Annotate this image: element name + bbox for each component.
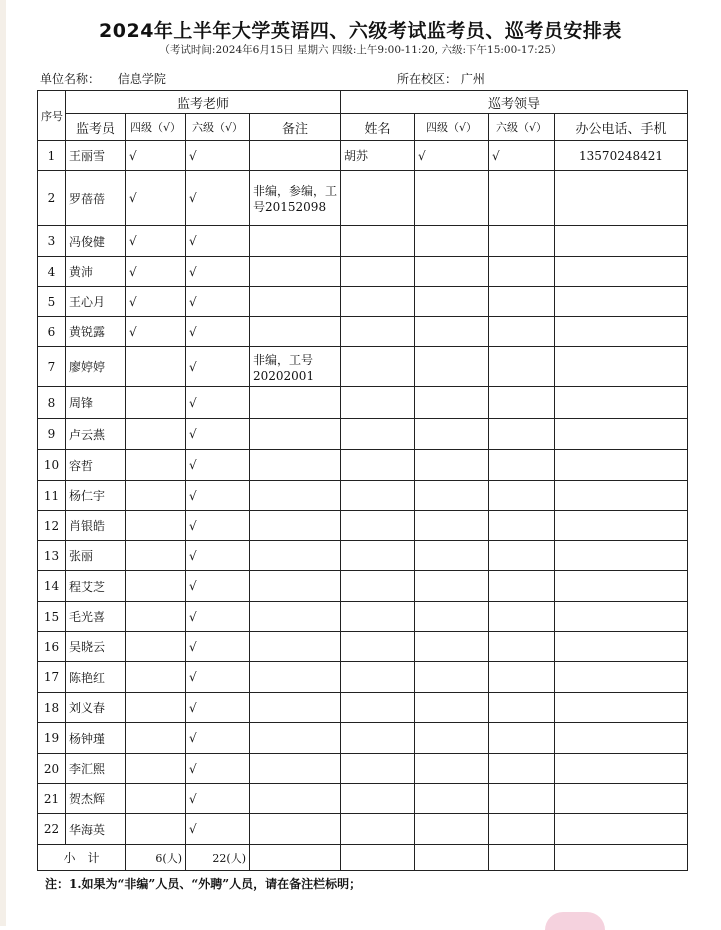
- proctor-name: 杨仁宇: [66, 481, 126, 511]
- cet4-check: [126, 814, 186, 845]
- cet6-check: √: [186, 450, 250, 481]
- patrol-phone: [555, 754, 688, 784]
- patrol-name: [341, 481, 415, 511]
- table-row: [38, 257, 688, 287]
- patrol-cet6-check: [489, 632, 555, 662]
- cet4-check: [126, 347, 186, 387]
- cet4-check: [126, 511, 186, 541]
- patrol-name: [341, 257, 415, 287]
- row-number: 14: [38, 571, 66, 602]
- cet6-check: √: [186, 226, 250, 257]
- remark-cell: 非编，工号20202001: [250, 347, 341, 387]
- remark-cell: [250, 511, 341, 541]
- cet4-check: √: [126, 287, 186, 317]
- patrol-name: [341, 419, 415, 450]
- patrol-phone: [555, 632, 688, 662]
- header-patrol-cet6: 六级（√）: [489, 114, 555, 141]
- patrol-cet4-check: [415, 257, 489, 287]
- patrol-cet4-check: [415, 784, 489, 814]
- proctor-name: 卢云燕: [66, 419, 126, 450]
- row-number: 3: [38, 226, 66, 257]
- patrol-phone: [555, 662, 688, 693]
- proctor-name: 王心月: [66, 287, 126, 317]
- remark-cell: [250, 317, 341, 347]
- row-number: 18: [38, 693, 66, 723]
- proctor-name: 黄锐露: [66, 317, 126, 347]
- row-number: 1: [38, 141, 66, 171]
- subtotal-empty-cell: [415, 845, 489, 871]
- cet4-check: [126, 754, 186, 784]
- remark-cell: [250, 287, 341, 317]
- cet6-check: √: [186, 571, 250, 602]
- proctor-schedule-table: [37, 90, 688, 871]
- table-row: [38, 662, 688, 693]
- cet6-check: √: [186, 171, 250, 226]
- patrol-phone: [555, 481, 688, 511]
- patrol-name: [341, 784, 415, 814]
- remark-cell: [250, 541, 341, 571]
- cet4-check: √: [126, 257, 186, 287]
- patrol-cet4-check: [415, 419, 489, 450]
- document-title: 2024年上半年大学英语四、六级考试监考员、巡考员安排表: [99, 20, 622, 42]
- patrol-phone: [555, 257, 688, 287]
- cet4-check: [126, 632, 186, 662]
- table-row: [38, 784, 688, 814]
- row-number: 6: [38, 317, 66, 347]
- proctor-name: 李汇熙: [66, 754, 126, 784]
- patrol-cet6-check: [489, 754, 555, 784]
- cet4-check: [126, 784, 186, 814]
- remark-cell: [250, 602, 341, 632]
- table-row: [38, 317, 688, 347]
- unit-name-field: [40, 70, 166, 87]
- row-number: 5: [38, 287, 66, 317]
- remark-cell: [250, 226, 341, 257]
- patrol-name: 胡苏: [341, 141, 415, 171]
- proctor-name: 程艾芝: [66, 571, 126, 602]
- patrol-phone: [555, 571, 688, 602]
- patrol-cet4-check: [415, 511, 489, 541]
- row-number: 7: [38, 347, 66, 387]
- patrol-cet4-check: [415, 754, 489, 784]
- patrol-cet4-check: [415, 450, 489, 481]
- subtotal-cet6: 22(人): [186, 845, 250, 871]
- table-row: [38, 141, 688, 171]
- remark-cell: [250, 754, 341, 784]
- patrol-phone: [555, 723, 688, 754]
- row-number: 2: [38, 171, 66, 226]
- proctor-name: 冯俊健: [66, 226, 126, 257]
- cet6-check: √: [186, 387, 250, 419]
- cet6-check: √: [186, 511, 250, 541]
- cet4-check: √: [126, 317, 186, 347]
- subtotal-empty-cell: [489, 845, 555, 871]
- cet6-check: √: [186, 814, 250, 845]
- patrol-name: [341, 693, 415, 723]
- patrol-name: [341, 723, 415, 754]
- table-row: [38, 287, 688, 317]
- patrol-cet6-check: [489, 171, 555, 226]
- patrol-phone: [555, 541, 688, 571]
- header-row-columns: [38, 114, 688, 141]
- patrol-phone: 13570248421: [555, 141, 688, 171]
- row-number: 15: [38, 602, 66, 632]
- patrol-phone: [555, 814, 688, 845]
- patrol-name: [341, 662, 415, 693]
- patrol-name: [341, 754, 415, 784]
- patrol-name: [341, 226, 415, 257]
- exam-time-subtitle: （考试时间:2024年6月15日 星期六 四级:上午9:00-11:20, 六级:下午15:00-17:25）: [159, 44, 562, 56]
- proctor-name: 廖婷婷: [66, 347, 126, 387]
- patrol-cet4-check: √: [415, 141, 489, 171]
- unit-name-value: 信息学院: [117, 72, 166, 86]
- table-body: [38, 141, 688, 871]
- patrol-cet6-check: [489, 662, 555, 693]
- header-proctor: 监考员: [66, 114, 126, 141]
- table-row: [38, 171, 688, 226]
- proctor-name: 罗蓓蓓: [66, 171, 126, 226]
- remark-cell: [250, 141, 341, 171]
- cet4-check: √: [126, 141, 186, 171]
- proctor-name: 杨钟瑾: [66, 723, 126, 754]
- cet6-check: √: [186, 541, 250, 571]
- campus-label: 所在校区：: [397, 72, 458, 86]
- patrol-phone: [555, 287, 688, 317]
- patrol-phone: [555, 602, 688, 632]
- cet6-check: √: [186, 419, 250, 450]
- cet4-check: [126, 419, 186, 450]
- patrol-cet6-check: [489, 317, 555, 347]
- row-number: 22: [38, 814, 66, 845]
- cet6-check: √: [186, 141, 250, 171]
- remark-cell: [250, 693, 341, 723]
- patrol-cet4-check: [415, 541, 489, 571]
- header-row-groups: [38, 91, 688, 114]
- patrol-cet4-check: [415, 317, 489, 347]
- header-cet6: 六级（√）: [186, 114, 250, 141]
- patrol-cet4-check: [415, 632, 489, 662]
- row-number: 11: [38, 481, 66, 511]
- remark-cell: [250, 571, 341, 602]
- row-number: 13: [38, 541, 66, 571]
- patrol-name: [341, 602, 415, 632]
- table-row: [38, 814, 688, 845]
- cet4-check: [126, 450, 186, 481]
- subtotal-empty-cell: [341, 845, 415, 871]
- cet6-check: √: [186, 723, 250, 754]
- patrol-cet6-check: [489, 347, 555, 387]
- proctor-name: 周锋: [66, 387, 126, 419]
- table-row: [38, 481, 688, 511]
- table-row: [38, 754, 688, 784]
- remark-cell: [250, 632, 341, 662]
- patrol-phone: [555, 387, 688, 419]
- remark-cell: [250, 419, 341, 450]
- subtotal-label: 小 计: [38, 845, 126, 871]
- patrol-phone: [555, 693, 688, 723]
- patrol-cet4-check: [415, 693, 489, 723]
- patrol-name: [341, 814, 415, 845]
- patrol-phone: [555, 784, 688, 814]
- patrol-cet6-check: [489, 226, 555, 257]
- patrol-cet6-check: [489, 450, 555, 481]
- proctor-name: 华海英: [66, 814, 126, 845]
- proctor-name: 黄沛: [66, 257, 126, 287]
- patrol-name: [341, 347, 415, 387]
- remark-cell: [250, 784, 341, 814]
- patrol-cet6-check: [489, 257, 555, 287]
- header-patrol-name: 姓名: [341, 114, 415, 141]
- patrol-cet6-check: [489, 814, 555, 845]
- table-row: [38, 419, 688, 450]
- remark-cell: 非编，参编，工号20152098: [250, 171, 341, 226]
- cet4-check: [126, 571, 186, 602]
- patrol-cet4-check: [415, 602, 489, 632]
- table-row: [38, 511, 688, 541]
- patrol-cet4-check: [415, 723, 489, 754]
- header-patrol-group: 巡考领导: [341, 91, 688, 114]
- row-number: 19: [38, 723, 66, 754]
- patrol-cet6-check: [489, 571, 555, 602]
- cet6-check: √: [186, 602, 250, 632]
- cet4-check: [126, 693, 186, 723]
- patrol-name: [341, 387, 415, 419]
- remark-cell: [250, 481, 341, 511]
- campus-field: [397, 70, 485, 87]
- proctor-name: 陈艳红: [66, 662, 126, 693]
- patrol-cet6-check: [489, 481, 555, 511]
- subtotal-empty-cell: [250, 845, 341, 871]
- row-number: 4: [38, 257, 66, 287]
- header-cet4: 四级（√）: [126, 114, 186, 141]
- remark-cell: [250, 257, 341, 287]
- patrol-cet6-check: [489, 602, 555, 632]
- patrol-cet4-check: [415, 171, 489, 226]
- header-seq: 序号: [38, 91, 66, 141]
- subtotal-cet4: 6(人): [126, 845, 186, 871]
- cet4-check: √: [126, 226, 186, 257]
- cet4-check: [126, 602, 186, 632]
- remark-cell: [250, 387, 341, 419]
- table-row: [38, 226, 688, 257]
- patrol-cet4-check: [415, 662, 489, 693]
- patrol-name: [341, 450, 415, 481]
- cet6-check: √: [186, 257, 250, 287]
- row-number: 17: [38, 662, 66, 693]
- patrol-cet4-check: [415, 814, 489, 845]
- table-row: [38, 450, 688, 481]
- row-number: 10: [38, 450, 66, 481]
- patrol-cet6-check: [489, 784, 555, 814]
- cet4-check: [126, 541, 186, 571]
- cet4-check: [126, 481, 186, 511]
- subtotal-empty-cell: [555, 845, 688, 871]
- proctor-name: 容哲: [66, 450, 126, 481]
- patrol-phone: [555, 171, 688, 226]
- cet6-check: √: [186, 662, 250, 693]
- patrol-phone: [555, 347, 688, 387]
- proctor-name: 张丽: [66, 541, 126, 571]
- patrol-name: [341, 317, 415, 347]
- patrol-phone: [555, 450, 688, 481]
- cet6-check: √: [186, 287, 250, 317]
- cet4-check: [126, 662, 186, 693]
- proctor-name: 王丽雪: [66, 141, 126, 171]
- patrol-cet4-check: [415, 226, 489, 257]
- cet6-check: √: [186, 317, 250, 347]
- proctor-name: 肖银皓: [66, 511, 126, 541]
- row-number: 21: [38, 784, 66, 814]
- proctor-name: 贺杰辉: [66, 784, 126, 814]
- cet6-check: √: [186, 632, 250, 662]
- table-row: [38, 723, 688, 754]
- proctor-name: 毛光喜: [66, 602, 126, 632]
- row-number: 9: [38, 419, 66, 450]
- patrol-phone: [555, 317, 688, 347]
- patrol-phone: [555, 511, 688, 541]
- unit-name-label: 单位名称：: [40, 72, 101, 86]
- table-row: [38, 571, 688, 602]
- patrol-cet6-check: √: [489, 141, 555, 171]
- table-row: [38, 632, 688, 662]
- patrol-cet6-check: [489, 723, 555, 754]
- patrol-cet4-check: [415, 571, 489, 602]
- campus-value: 广州: [460, 72, 485, 86]
- cet6-check: √: [186, 784, 250, 814]
- table-row: [38, 602, 688, 632]
- cet6-check: √: [186, 693, 250, 723]
- header-remark: 备注: [250, 114, 341, 141]
- footer-note: 注：1.如果为“非编”人员、“外聘”人员，请在备注栏标明；: [45, 877, 362, 891]
- patrol-name: [341, 171, 415, 226]
- remark-cell: [250, 662, 341, 693]
- remark-cell: [250, 450, 341, 481]
- patrol-name: [341, 571, 415, 602]
- patrol-name: [341, 287, 415, 317]
- row-number: 20: [38, 754, 66, 784]
- red-stamp-edge: [545, 912, 605, 930]
- patrol-cet4-check: [415, 347, 489, 387]
- patrol-cet4-check: [415, 481, 489, 511]
- patrol-cet6-check: [489, 387, 555, 419]
- page-left-edge: [0, 0, 6, 926]
- cet6-check: √: [186, 347, 250, 387]
- patrol-cet6-check: [489, 693, 555, 723]
- patrol-name: [341, 541, 415, 571]
- patrol-cet4-check: [415, 287, 489, 317]
- patrol-cet6-check: [489, 511, 555, 541]
- remark-cell: [250, 814, 341, 845]
- header-proctors-group: 监考老师: [66, 91, 341, 114]
- patrol-cet4-check: [415, 387, 489, 419]
- row-number: 8: [38, 387, 66, 419]
- subtotal-row: [38, 845, 688, 871]
- cet4-check: [126, 387, 186, 419]
- patrol-cet6-check: [489, 287, 555, 317]
- proctor-name: 吴晓云: [66, 632, 126, 662]
- patrol-name: [341, 511, 415, 541]
- table-row: [38, 541, 688, 571]
- patrol-phone: [555, 226, 688, 257]
- cet6-check: √: [186, 754, 250, 784]
- row-number: 16: [38, 632, 66, 662]
- table-row: [38, 693, 688, 723]
- patrol-cet6-check: [489, 419, 555, 450]
- proctor-name: 刘义春: [66, 693, 126, 723]
- header-phone: 办公电话、手机: [555, 114, 688, 141]
- patrol-name: [341, 632, 415, 662]
- row-number: 12: [38, 511, 66, 541]
- remark-cell: [250, 723, 341, 754]
- cet4-check: √: [126, 171, 186, 226]
- cet4-check: [126, 723, 186, 754]
- cet6-check: √: [186, 481, 250, 511]
- patrol-cet6-check: [489, 541, 555, 571]
- table-row: [38, 387, 688, 419]
- header-patrol-cet4: 四级（√）: [415, 114, 489, 141]
- table-row: [38, 347, 688, 387]
- patrol-phone: [555, 419, 688, 450]
